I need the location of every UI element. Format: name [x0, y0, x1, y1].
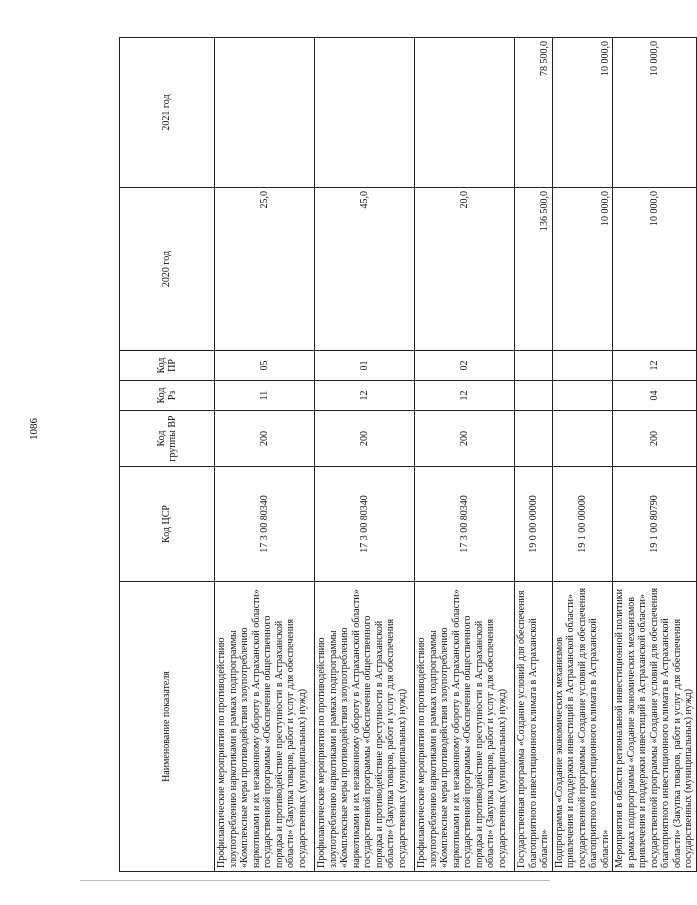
row-csr: 17 3 00 80340	[215, 467, 315, 582]
header-pr: Код ПР	[120, 351, 215, 381]
row-pr: 12	[613, 351, 697, 381]
row-rz: 04	[613, 381, 697, 411]
header-2020: 2020 год	[120, 188, 215, 351]
row-pr: 01	[315, 351, 415, 381]
row-name: Подпрограмма «Создание экономических механизмов привлечения и поддержки инвестиций в Астраханской области» государственной программы «Создание условий для обеспечения благоприятного инвестиционного климата в Астраханской области»	[552, 582, 613, 872]
table-row	[315, 38, 415, 872]
row-csr: 17 3 00 80340	[415, 467, 515, 582]
row-2021	[315, 38, 415, 188]
budget-table	[119, 37, 697, 872]
row-2020: 20,0	[415, 188, 515, 351]
table-row	[613, 38, 697, 872]
row-pr: 02	[415, 351, 515, 381]
row-2021: 10 000,0	[552, 38, 613, 188]
row-vr	[515, 411, 553, 467]
row-csr: 17 3 00 80340	[315, 467, 415, 582]
header-name: Наименование показателя	[120, 582, 215, 872]
header-row	[120, 38, 215, 872]
table-row	[515, 38, 553, 872]
row-2021	[415, 38, 515, 188]
header-rz: Код Рз	[120, 381, 215, 411]
row-name: Профилактические мероприятия по противодействию злоупотреблению наркотиками в рамках подпрограммы «Комплексные меры противодействия злоупотреблению наркотиками и их незаконному обороту в Астраханской области» государственной программы «Обеспечение общественного порядка и противодействие преступности в Астраханской области» (Закупка товаров, работ и услуг для обеспечения государственных (муниципальных) нужд)	[215, 582, 315, 872]
row-rz	[552, 381, 613, 411]
row-rz: 11	[215, 381, 315, 411]
table-row	[415, 38, 515, 872]
row-rz: 12	[315, 381, 415, 411]
row-name: Профилактические мероприятия по противодействию злоупотреблению наркотиками в рамках подпрограммы «Комплексные меры противодействия злоупотреблению наркотиками и их незаконному обороту в Астраханской области» государственной программы «Обеспечение общественного порядка и противодействие преступности в Астраханской области» (Закупка товаров, работ и услуг для обеспечения государственных (муниципальных) нужд)	[415, 582, 515, 872]
row-vr: 200	[215, 411, 315, 467]
page-edge-divider	[80, 880, 550, 881]
row-2021: 10 000,0	[613, 38, 697, 188]
row-2020: 136 500,0	[515, 188, 553, 351]
row-csr: 19 0 00 00000	[515, 467, 553, 582]
row-vr	[552, 411, 613, 467]
header-2021: 2021 год	[120, 38, 215, 188]
row-2020: 25,0	[215, 188, 315, 351]
row-2021	[215, 38, 315, 188]
row-pr	[515, 351, 553, 381]
rotated-table-wrapper	[119, 38, 694, 872]
row-csr: 19 1 00 80790	[613, 467, 697, 582]
page-number: 1086	[28, 418, 40, 440]
header-csr: Код ЦСР	[120, 467, 215, 582]
row-name: Мероприятия в области региональной инвестиционной политики в рамках подпрограммы «Создание экономических механизмов привлечения и поддержки инвестиций в Астраханской области» государственной программы «Создание условий для обеспечения благоприятного инвестиционного климата в Астраханской области» (Закупка товаров, работ и услуг для обеспечения государственных (муниципальных) нужд)	[613, 582, 697, 872]
row-csr: 19 1 00 00000	[552, 467, 613, 582]
row-name: Профилактические мероприятия по противодействию злоупотреблению наркотиками в рамках подпрограммы «Комплексные меры противодействия злоупотреблению наркотиками и их незаконному обороту в Астраханской области» государственной программы «Обеспечение общественного порядка и противодействие преступности в Астраханской области» (Закупка товаров, работ и услуг для обеспечения государственных (муниципальных) нужд)	[315, 582, 415, 872]
row-pr	[552, 351, 613, 381]
header-vr: Код группы ВР	[120, 411, 215, 467]
row-2020: 10 000,0	[613, 188, 697, 351]
row-vr: 200	[315, 411, 415, 467]
row-2020: 10 000,0	[552, 188, 613, 351]
row-2021: 78 500,0	[515, 38, 553, 188]
row-vr: 200	[613, 411, 697, 467]
row-rz	[515, 381, 553, 411]
row-pr: 05	[215, 351, 315, 381]
table-row	[215, 38, 315, 872]
table-row	[552, 38, 613, 872]
row-2020: 45,0	[315, 188, 415, 351]
row-vr: 200	[415, 411, 515, 467]
row-name: Государственная программа «Создание условий для обеспечения благоприятного инвестиционного климата в Астраханской области»	[515, 582, 553, 872]
row-rz: 12	[415, 381, 515, 411]
